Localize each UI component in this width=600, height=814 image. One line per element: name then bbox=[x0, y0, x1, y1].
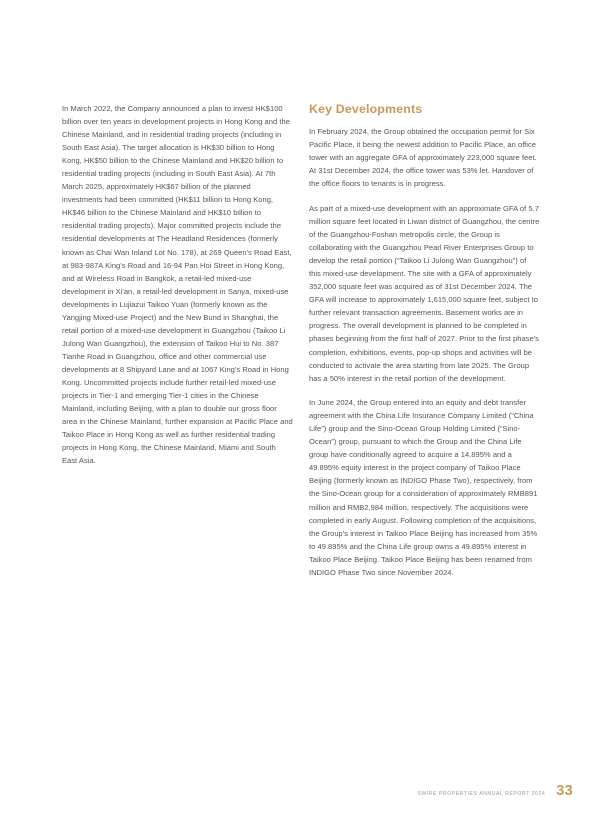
footer-report-label: SWIRE PROPERTIES ANNUAL REPORT 2024 bbox=[417, 790, 546, 797]
key-developments-heading: Key Developments bbox=[309, 102, 423, 116]
right-column-paragraph-1: In February 2024, the Group obtained the occupation permit for Six Pacific Place, it being the newest addition to Pacific Place, an office tower with an aggregate GFA of approximately 223,000 square feet. At 31st December 2024, the office tower was 53% let. Handover of the office floors to tenants is in progress. bbox=[309, 127, 537, 189]
left-text-column bbox=[62, 102, 293, 467]
page-number: 33 bbox=[556, 782, 573, 799]
right-column-paragraph-3: In June 2024, the Group entered into an equity and debt transfer agreement with the China Life Insurance Company Limited (“China Life”) group and the Sino-Ocean Group Holding Limited (“Sino-Ocean”) group, pursuant to which the Group and the China Life group have conditionally agreed to acquire a 14.895% and a 49.895% equity interest in the project company of Taikoo Place Beijing (formerly known as INDIGO Phase Two), respectively, from the Sino-Ocean group for a consideration of approximately RMB891 million and RMB2,984 million, respectively. The acquisitions were completed in early August. Following completion of the acquisitions, the Group's interest in Taikoo Place Beijing has increased from 35% to 49.895% and the China Life group owns a 49.895% interest in Taikoo Place Beijing. Taikoo Place Beijing has been renamed from INDIGO Phase Two since November 2024. bbox=[309, 398, 538, 577]
right-column-paragraph-2: As part of a mixed-use development with an approximate GFA of 5.7 million square feet located in Liwan district of Guangzhou, the centre of the Guangzhou-Foshan metropolis circle, the Group is collaborating with the Guangzhou Pearl River Enterprises Group to develop the retail portion (“Taikoo Li Julong Wan Guangzhou”) of this mixed-use development. The site with a GFA of approximately 352,000 square feet was acquired as of 31st December 2024. The GFA will increase to approximately 1,615,000 square feet, subject to further relevant transaction agreements. Basement works are in progress. The overall development is planned to be completed in phases beginning from the first half of 2027. Prior to the first phase's completion, exhibitions, events, pop-up shops and activities will be conducted to activate the area starting from late 2025. The Group has a 50% interest in the retail portion of the development. bbox=[309, 204, 540, 383]
page-footer bbox=[417, 784, 573, 799]
right-text-column bbox=[309, 102, 540, 590]
left-column-paragraph-1: In March 2022, the Company announced a plan to invest HK$100 billion over ten years in development projects in Hong Kong and the Chinese Mainland, and in residential trading projects (including in South East Asia). The target allocation is HK$30 billion to Hong Kong, HK$50 billion to the Chinese Mainland and HK$20 billion to residential trading projects (including in South East Asia). At 7th March 2025, approximately HK$67 billion of the planned investments had been committed (HK$11 billion to Hong Kong, HK$46 billion to the Chinese Mainland and HK$10 billion to residential trading projects). Major committed projects include the residential developments at The Headland Residences (formerly known as Chai Wan Inland Lot No. 178), at 269 Queen's Road East, at 983-987A King's Road and 16-94 Pan Hoi Street in Hong Kong, and at Wireless Road in Bangkok, a retail-led mixed-use development in Xi'an, a retail-led development in Sanya, mixed-use developments in Lujiazui Taikoo Yuan (formerly known as the Yangjing Mixed-use Project) and the New Bund in Shanghai, the retail portion of a mixed-use development in Guangzhou (Taikoo Li Julong Wan Guangzhou), the extension of Taikoo Hui to No. 387 Tianhe Road in Guangzhou, office and other commercial use developments at 8 Shipyard Lane and at 1067 King's Road in Hong Kong. Uncommitted projects include further retail-led mixed-use projects in Tier-1 and emerging Tier-1 cities in the Chinese Mainland, including Beijing, with a plan to double our gross floor area in the Chinese Mainland, further expansion at Pacific Place and Taikoo Place in Hong Kong as well as further residential trading projects in Hong Kong, the Chinese Mainland, Miami and South East Asia. bbox=[62, 104, 293, 466]
two-column-body bbox=[62, 102, 540, 590]
